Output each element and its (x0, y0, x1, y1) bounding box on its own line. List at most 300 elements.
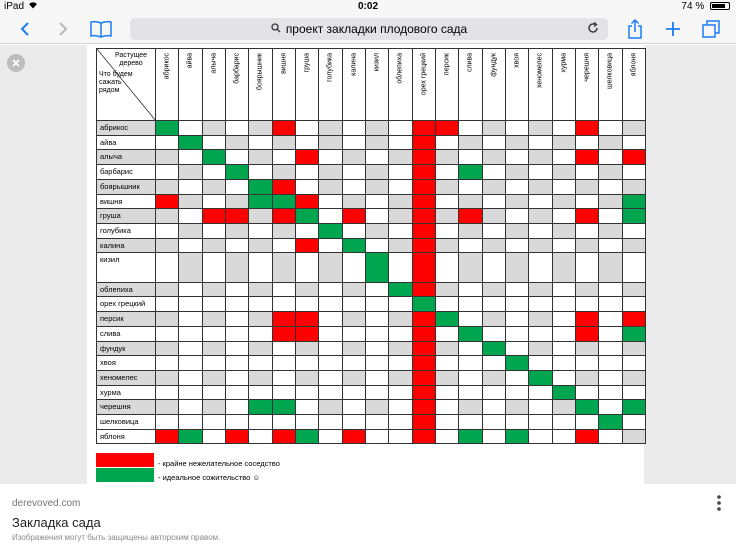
column-header-label: абрикос (163, 53, 171, 80)
table-cell (179, 386, 202, 401)
table-cell (366, 386, 389, 401)
copyright-note: Изображения могут быть защищены авторским правом. (12, 533, 221, 542)
table-cell (599, 121, 622, 136)
compatibility-table (96, 48, 646, 444)
table-cell (436, 356, 459, 371)
column-header-label: хурма (560, 53, 568, 73)
table-cell (296, 386, 319, 401)
table-cell (389, 327, 412, 342)
table-cell (436, 297, 459, 312)
table-cell (389, 253, 412, 282)
table-cell (343, 239, 366, 254)
table-cell (459, 283, 482, 298)
column-header-label: шелковица (606, 53, 614, 89)
table-cell (179, 371, 202, 386)
table-cell (483, 150, 506, 165)
table-cell (156, 165, 179, 180)
table-cell (553, 253, 576, 282)
table-cell (623, 400, 646, 415)
column-header-label: груша (303, 53, 311, 73)
table-cell (203, 209, 226, 224)
table-cell (249, 195, 272, 210)
table-cell (576, 180, 599, 195)
legend-swatch-green (96, 468, 154, 482)
table-cell (389, 195, 412, 210)
table-cell (506, 430, 529, 445)
table-cell (179, 297, 202, 312)
table-cell (576, 195, 599, 210)
table-cell (389, 400, 412, 415)
table-cell (296, 400, 319, 415)
table-cell (576, 400, 599, 415)
table-cell (599, 430, 622, 445)
column-header (366, 49, 389, 121)
battery-indicator (681, 1, 730, 12)
table-cell (226, 356, 249, 371)
table-cell (273, 297, 296, 312)
table-cell (436, 150, 459, 165)
table-cell (366, 195, 389, 210)
table-cell (389, 121, 412, 136)
table-cell (203, 283, 226, 298)
table-cell (623, 386, 646, 401)
table-cell (529, 224, 552, 239)
url-text: проект закладки плодового сада (285, 22, 468, 36)
table-cell (529, 342, 552, 357)
table-cell (319, 386, 342, 401)
source-domain-link[interactable]: derevoved.com (12, 498, 81, 509)
table-cell (623, 239, 646, 254)
table-cell (389, 224, 412, 239)
table-cell (553, 312, 576, 327)
column-header (343, 49, 366, 121)
table-cell (459, 386, 482, 401)
table-cell (623, 136, 646, 151)
table-cell (226, 150, 249, 165)
table-cell (296, 297, 319, 312)
table-cell (599, 209, 622, 224)
table-cell (529, 165, 552, 180)
table-cell (156, 209, 179, 224)
table-cell (179, 136, 202, 151)
table-cell (249, 371, 272, 386)
legend-label-red: - крайне нежелательное соседство (158, 459, 280, 468)
result-title: Закладка сада (12, 515, 101, 530)
table-cell (576, 150, 599, 165)
table-cell (273, 283, 296, 298)
table-cell (226, 342, 249, 357)
close-icon[interactable] (7, 54, 25, 72)
table-cell (553, 371, 576, 386)
table-cell (599, 356, 622, 371)
table-cell (296, 239, 319, 254)
column-header (273, 49, 296, 121)
table-cell (226, 180, 249, 195)
table-cell (459, 371, 482, 386)
table-cell (203, 224, 226, 239)
more-options-icon[interactable] (716, 494, 722, 512)
table-cell (506, 327, 529, 342)
table-cell (459, 150, 482, 165)
row-header: вишня (97, 195, 156, 210)
column-header-label: кизил (373, 53, 381, 72)
table-cell (203, 121, 226, 136)
row-header: абрикос (97, 121, 156, 136)
table-cell (413, 165, 436, 180)
table-cell (483, 195, 506, 210)
table-cell (553, 327, 576, 342)
bookmarks-icon[interactable] (90, 18, 112, 40)
table-cell (226, 224, 249, 239)
table-cell (623, 342, 646, 357)
back-icon[interactable] (14, 18, 36, 40)
table-cell (273, 195, 296, 210)
table-cell (413, 430, 436, 445)
column-header (319, 49, 342, 121)
table-cell (389, 150, 412, 165)
table-cell (156, 150, 179, 165)
table-cell (179, 342, 202, 357)
table-cell (436, 195, 459, 210)
table-cell (436, 180, 459, 195)
table-cell (366, 239, 389, 254)
table-cell (599, 400, 622, 415)
table-cell (203, 342, 226, 357)
table-cell (319, 224, 342, 239)
table-cell (179, 327, 202, 342)
table-cell (319, 283, 342, 298)
table-cell (529, 327, 552, 342)
table-cell (343, 400, 366, 415)
table-cell (389, 283, 412, 298)
battery-percent: 74 % (681, 1, 705, 12)
table-cell (506, 195, 529, 210)
column-header-label: черешня (583, 53, 591, 82)
table-cell (366, 371, 389, 386)
table-cell (483, 297, 506, 312)
table-cell (179, 150, 202, 165)
table-cell (506, 209, 529, 224)
table-cell (203, 136, 226, 151)
table-cell (623, 371, 646, 386)
table-cell (436, 253, 459, 282)
column-header (623, 49, 646, 121)
table-cell (413, 297, 436, 312)
table-cell (273, 253, 296, 282)
table-cell (459, 136, 482, 151)
table-cell (413, 224, 436, 239)
table-cell (436, 327, 459, 342)
table-cell (319, 415, 342, 430)
table-cell (343, 195, 366, 210)
table-cell (389, 430, 412, 445)
column-header-label: хвоя (513, 53, 521, 68)
status-bar (0, 0, 736, 14)
table-cell (483, 180, 506, 195)
table-cell (156, 430, 179, 445)
table-cell (203, 239, 226, 254)
table-cell (483, 356, 506, 371)
table-cell (366, 312, 389, 327)
table-cell (366, 356, 389, 371)
column-header-label: орех грецкий (420, 53, 428, 96)
table-cell (553, 297, 576, 312)
table-cell (506, 253, 529, 282)
table-cell (599, 150, 622, 165)
tabs-icon[interactable] (700, 18, 722, 40)
table-cell (273, 239, 296, 254)
table-cell (483, 342, 506, 357)
table-cell (599, 239, 622, 254)
table-cell (553, 283, 576, 298)
table-cell (413, 209, 436, 224)
table-cell (576, 165, 599, 180)
table-cell (203, 150, 226, 165)
table-cell (436, 165, 459, 180)
table-cell (179, 195, 202, 210)
table-cell (553, 195, 576, 210)
table-cell (273, 312, 296, 327)
new-tab-icon[interactable] (662, 18, 684, 40)
table-cell (436, 209, 459, 224)
table-cell (343, 386, 366, 401)
row-header: барбарис (97, 165, 156, 180)
table-cell (413, 312, 436, 327)
table-cell (459, 253, 482, 282)
table-cell (459, 239, 482, 254)
table-cell (483, 239, 506, 254)
table-cell (483, 121, 506, 136)
table-cell (273, 356, 296, 371)
table-cell (529, 180, 552, 195)
table-cell (436, 371, 459, 386)
table-cell (553, 356, 576, 371)
table-cell (273, 150, 296, 165)
table-cell (249, 342, 272, 357)
forward-icon[interactable] (52, 18, 74, 40)
row-header: облепиха (97, 283, 156, 298)
table-cell (296, 283, 319, 298)
table-cell (156, 180, 179, 195)
table-cell (156, 239, 179, 254)
table-cell (249, 224, 272, 239)
table-cell (343, 356, 366, 371)
corner-top-label: Растущее дерево (114, 52, 148, 67)
table-cell (553, 342, 576, 357)
column-header-label: алыча (210, 53, 218, 74)
table-cell (389, 297, 412, 312)
table-cell (179, 283, 202, 298)
table-cell (366, 327, 389, 342)
column-header-label: барбарис (233, 53, 241, 84)
table-cell (343, 297, 366, 312)
table-cell (576, 121, 599, 136)
table-cell (483, 165, 506, 180)
table-cell (179, 224, 202, 239)
table-cell (366, 430, 389, 445)
table-cell (576, 356, 599, 371)
table-cell (343, 165, 366, 180)
row-header: айва (97, 136, 156, 151)
table-cell (553, 430, 576, 445)
table-cell (249, 356, 272, 371)
table-cell (506, 121, 529, 136)
column-header (553, 49, 576, 121)
table-cell (156, 224, 179, 239)
table-cell (459, 415, 482, 430)
table-cell (343, 283, 366, 298)
table-cell (529, 386, 552, 401)
table-cell (156, 297, 179, 312)
table-cell (599, 136, 622, 151)
table-cell (459, 121, 482, 136)
table-cell (413, 180, 436, 195)
table-cell (576, 312, 599, 327)
column-header (389, 49, 412, 121)
table-cell (576, 371, 599, 386)
table-cell (319, 430, 342, 445)
row-header: алыча (97, 150, 156, 165)
row-header: персик (97, 312, 156, 327)
row-header: слива (97, 327, 156, 342)
table-cell (179, 253, 202, 282)
table-cell (459, 224, 482, 239)
table-cell (156, 415, 179, 430)
table-cell (179, 430, 202, 445)
table-cell (389, 356, 412, 371)
table-cell (529, 239, 552, 254)
table-cell (249, 400, 272, 415)
row-header: черешня (97, 400, 156, 415)
table-cell (156, 386, 179, 401)
table-cell (156, 121, 179, 136)
column-header (249, 49, 272, 121)
table-cell (599, 165, 622, 180)
table-cell (319, 121, 342, 136)
table-cell (319, 371, 342, 386)
table-cell (249, 209, 272, 224)
table-cell (319, 297, 342, 312)
table-cell (296, 209, 319, 224)
table-cell (273, 400, 296, 415)
table-cell (413, 327, 436, 342)
table-cell (459, 430, 482, 445)
table-cell (483, 224, 506, 239)
row-header: голубика (97, 224, 156, 239)
table-cell (273, 386, 296, 401)
table-cell (576, 253, 599, 282)
table-cell (599, 180, 622, 195)
table-cell (179, 400, 202, 415)
column-header (296, 49, 319, 121)
table-cell (553, 150, 576, 165)
table-cell (483, 253, 506, 282)
table-corner (97, 49, 156, 121)
table-cell (529, 121, 552, 136)
table-cell (273, 342, 296, 357)
table-cell (413, 195, 436, 210)
table-cell (226, 121, 249, 136)
address-bar[interactable] (130, 18, 608, 40)
column-header (506, 49, 529, 121)
table-cell (203, 180, 226, 195)
table-cell (506, 400, 529, 415)
table-cell (506, 150, 529, 165)
table-cell (506, 371, 529, 386)
reload-icon[interactable] (586, 21, 600, 38)
table-cell (599, 283, 622, 298)
table-cell (459, 400, 482, 415)
table-cell (506, 239, 529, 254)
table-cell (203, 165, 226, 180)
table-cell (576, 297, 599, 312)
table-cell (319, 195, 342, 210)
column-header-label: фундук (490, 53, 498, 77)
device-label: iPad (4, 1, 25, 12)
table-cell (226, 415, 249, 430)
table-cell (459, 195, 482, 210)
table-cell (203, 415, 226, 430)
table-cell (389, 239, 412, 254)
table-cell (506, 283, 529, 298)
table-cell (273, 136, 296, 151)
column-header (599, 49, 622, 121)
table-cell (319, 209, 342, 224)
table-cell (273, 224, 296, 239)
table-cell (553, 239, 576, 254)
column-header-label: айва (186, 53, 194, 69)
table-cell (203, 386, 226, 401)
table-cell (179, 415, 202, 430)
table-cell (296, 224, 319, 239)
table-cell (483, 371, 506, 386)
table-cell (623, 356, 646, 371)
table-cell (623, 253, 646, 282)
table-cell (226, 165, 249, 180)
table-cell (249, 283, 272, 298)
table-cell (273, 327, 296, 342)
table-cell (389, 165, 412, 180)
table-cell (366, 297, 389, 312)
table-cell (203, 400, 226, 415)
table-cell (529, 415, 552, 430)
table-cell (599, 224, 622, 239)
table-cell (599, 297, 622, 312)
table-cell (599, 415, 622, 430)
table-cell (226, 430, 249, 445)
table-cell (413, 371, 436, 386)
column-header-label: боярышник (256, 53, 264, 91)
table-cell (623, 224, 646, 239)
table-cell (296, 342, 319, 357)
table-cell (529, 136, 552, 151)
table-cell (623, 283, 646, 298)
table-cell (179, 356, 202, 371)
column-header-label: яблоня (630, 53, 638, 77)
table-cell (296, 356, 319, 371)
table-cell (296, 371, 319, 386)
table-cell (273, 180, 296, 195)
table-cell (623, 415, 646, 430)
table-cell (273, 371, 296, 386)
table-cell (623, 121, 646, 136)
share-icon[interactable] (624, 18, 646, 40)
table-cell (459, 180, 482, 195)
row-header: хурма (97, 386, 156, 401)
table-cell (413, 356, 436, 371)
table-cell (436, 136, 459, 151)
table-cell (459, 209, 482, 224)
